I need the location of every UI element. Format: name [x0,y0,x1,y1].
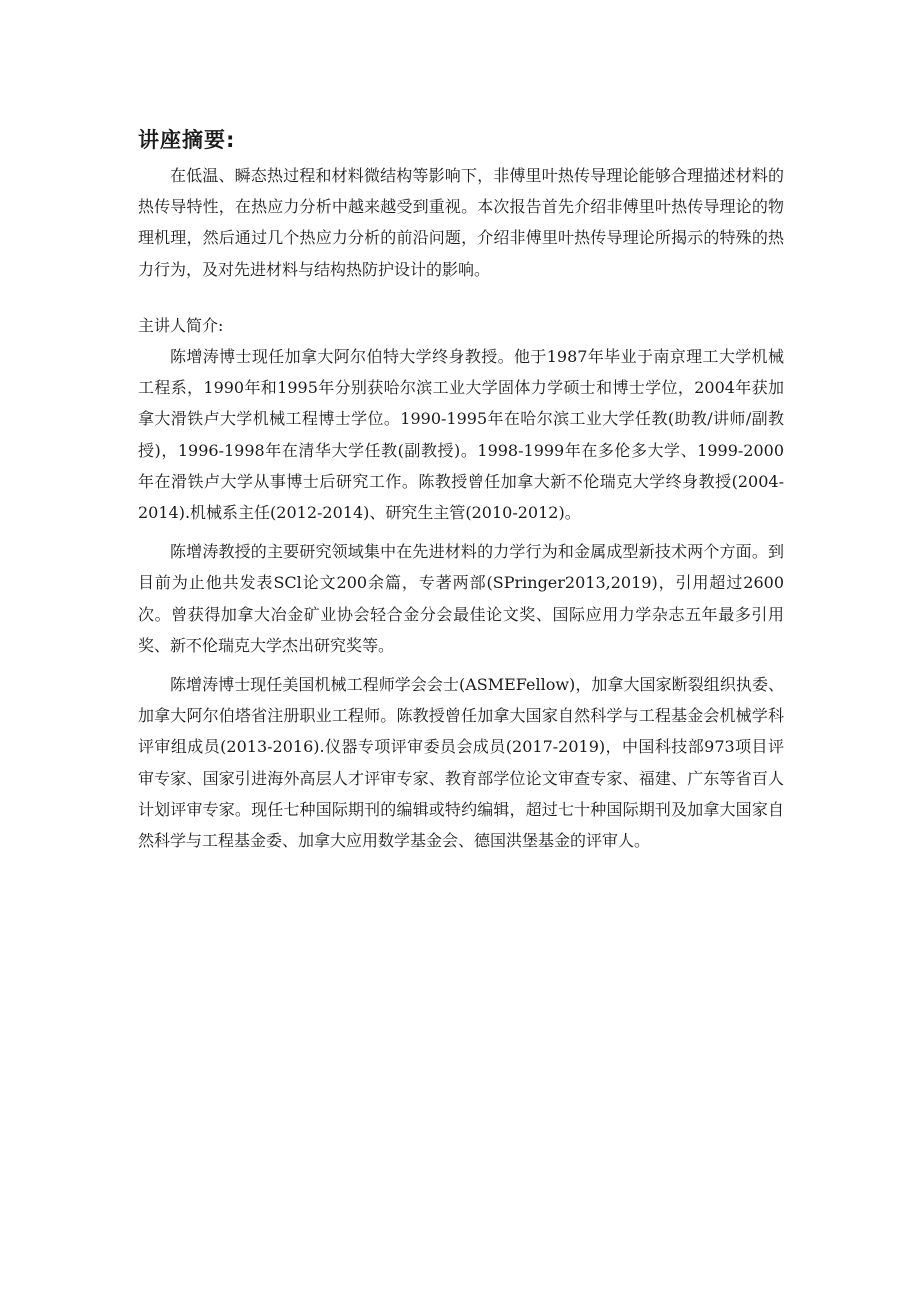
bio-paragraph-research: 陈增涛教授的主要研究领域集中在先进材料的力学行为和金属成型新技术两个方面。到目前为止他共发表SCl论文200余篇，专著两部(SPringer2013,2019)，引用超过2600次。曾获得加拿大冶金矿业协会轻合金分会最佳论文奖、国际应用力学杂志五年最多引用奖、新不伦瑞克大学杰出研究奖等。 [138,542,784,655]
speaker-intro-label: 主讲人简介: [138,315,224,335]
document-body [138,160,784,856]
bio-paragraph-career: 陈增涛博士现任加拿大阿尔伯特大学终身教授。他于1987年毕业于南京理工大学机械工程系，1990年和1995年分别获哈尔滨工业大学固体力学硕士和博士学位，2004年获加拿大滑铁卢大学机械工程博士学位。1990-1995年在哈尔滨工业大学任教(助教/讲师/副教授)，1996-1998年在清华大学任教(副教授)。1998-1999年在多伦多大学、1999-2000年在滑铁卢大学从事博士后研究工作。陈教授曾任加拿大新不伦瑞克大学终身教授(2004-2014).机械系主任(2012-2014)、研究生主管(2010-2012)。 [138,347,784,523]
section-spacer [138,285,784,310]
abstract-paragraph: 在低温、瞬态热过程和材料微结构等影响下，非傅里叶热传导理论能够合理描述材料的热传导特性，在热应力分析中越来越受到重视。本次报告首先介绍非傅里叶热传导理论的物理机理，然后通过几个热应力分析的前沿问题，介绍非傅里叶热传导理论所揭示的特殊的热力行为，及对先进材料与结构热防护设计的影响。 [138,166,784,279]
bio-paragraph-service: 陈增涛博士现任美国机械工程师学会会士(ASMEFellow)，加拿大国家断裂组织执委、加拿大阿尔伯塔省注册职业工程师。陈教授曾任加拿大国家自然科学与工程基金会机械学科评审组成员(2013-2016).仪器专项评审委员会成员(2017-2019)，中国科技部973项目评审专家、国家引进海外高层人才评审专家、教育部学位论文审查专家、福建、广东等省百人计划评审专家。现任七种国际期刊的编辑或特约编辑，超过七十种国际期刊及加拿大国家自然科学与工程基金委、加拿大应用数学基金会、德国洪堡基金的评审人。 [138,675,784,851]
abstract-heading: 讲座摘要: [138,128,236,152]
